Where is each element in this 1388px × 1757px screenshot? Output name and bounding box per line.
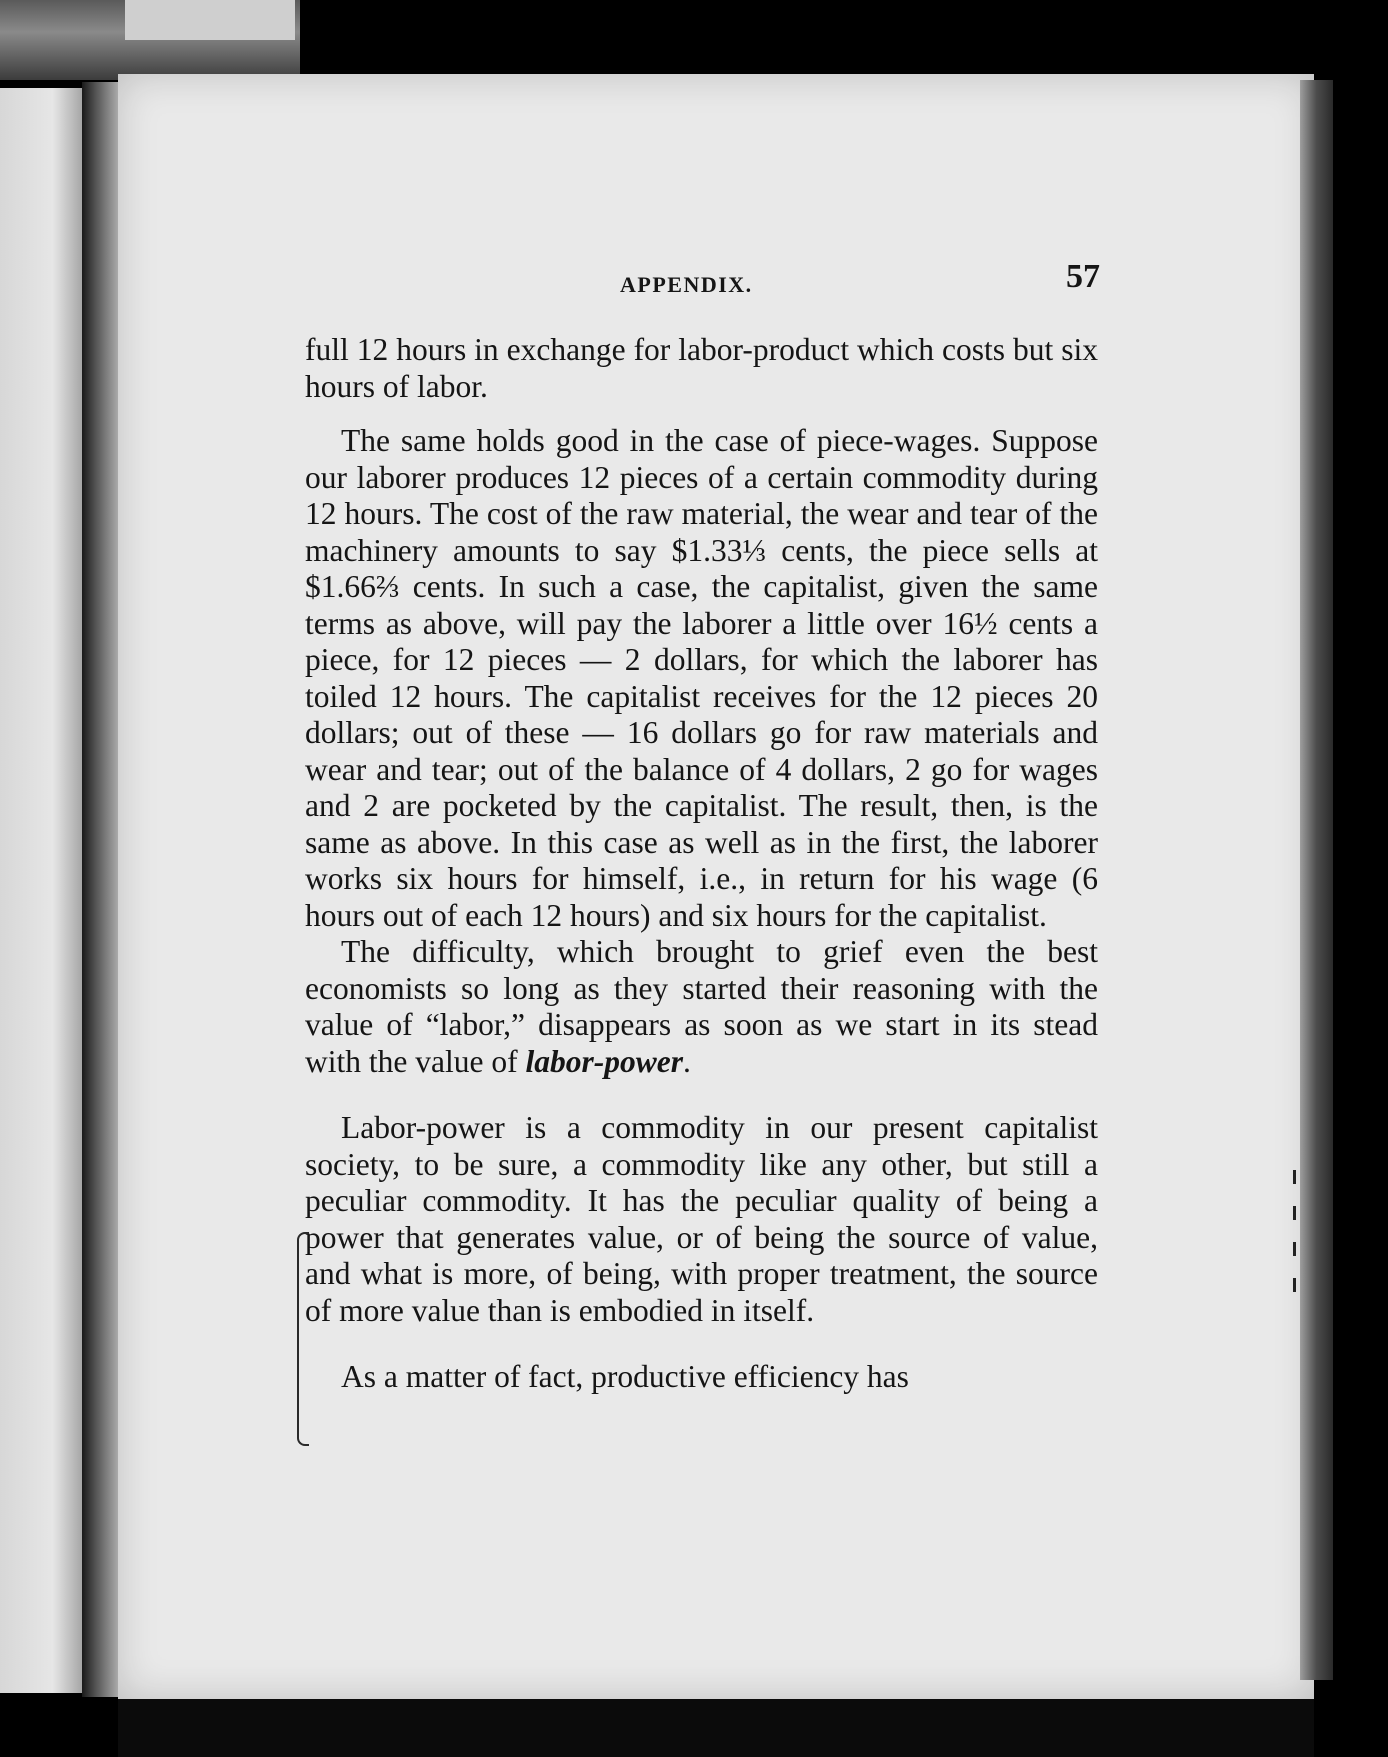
running-title: APPENDIX. [620, 272, 753, 297]
paragraph-piece-wages: The same holds good in the case of piece-wages. Suppose our laborer produces 12 pieces of a certain commodity during 12 hours. The cost of the raw material, the wear and tear of the machinery amounts to say $1.33⅓ cents, the piece sells at $1.66⅔ cents. In such a case, the capitalist, given the same terms as above, will pay the laborer a little over 16½ cents a piece, for 12 pieces — 2 dollars, for which the laborer has toiled 12 hours. The capitalist receives for the 12 pieces 20 dollars; out of these — 16 dollars go for raw materials and wear and tear; out of the balance of 4 dollars, 2 go for wages and 2 are pocketed by the capitalist. The result, then, is the same as above. In this case as well as in the first, the laborer works six hours for himself, i.e., in return for his wage (6 hours out of each 12 hours) and six hours for the capitalist. [305, 423, 1098, 933]
tick-mark [1293, 1242, 1296, 1256]
paragraph-difficulty-end: . [682, 1043, 691, 1079]
tick-mark [1293, 1206, 1296, 1220]
page-right-edge [1300, 80, 1333, 1680]
paragraph-labor-power: Labor-power is a commodity in our present capitalist society, to be sure, a commodity like any other, but still a peculiar commodity. It has the peculiar quality of being a power that generates value, or of being the source of value, and what is more, of being, with proper treatment, the source of more value than is embodied in itself. [305, 1110, 1098, 1328]
page-notch [125, 0, 295, 40]
paragraph-difficulty [305, 934, 1098, 1080]
paragraph-difficulty-text: The difficulty, which brought to grief even the best economists so long as they started their reasoning with the value of “labor,” disappears as soon as we start in its stead with the value of [305, 934, 1098, 1079]
scan-bottom-border [118, 1699, 1314, 1757]
paragraph-continuation: full 12 hours in exchange for labor-product which costs but six hours of labor. [305, 332, 1098, 404]
tick-mark [1293, 1170, 1296, 1184]
facing-page-margin [0, 88, 88, 1693]
tick-mark [1293, 1278, 1296, 1292]
right-margin-ticks [1293, 1170, 1299, 1320]
paragraph-productive-efficiency: As a matter of fact, productive efficiency has [341, 1359, 909, 1394]
page-number: 57 [1066, 258, 1100, 295]
book-gutter [82, 82, 122, 1697]
page-header [590, 258, 1100, 308]
margin-bracket-mark [297, 1232, 309, 1446]
emphasis-labor-power: labor-power [525, 1043, 683, 1079]
body-text [305, 332, 1098, 1396]
previous-page-edge [0, 0, 300, 80]
